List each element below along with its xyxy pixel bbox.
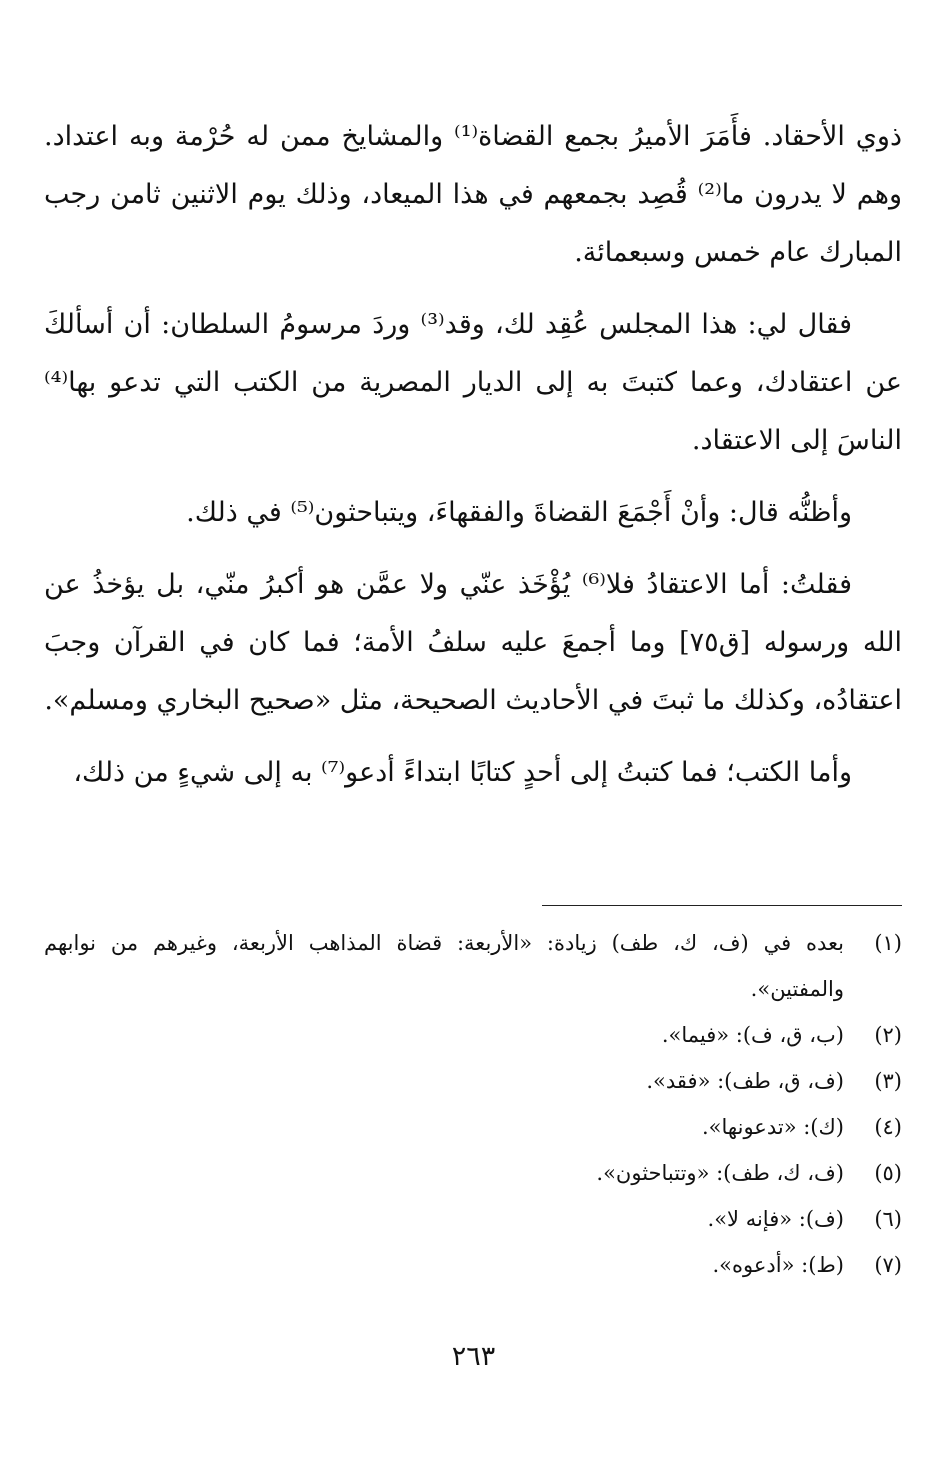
page-number: ٢٦٣ <box>451 1341 496 1372</box>
footnote-text: (ط): «أدعوه». <box>712 1253 844 1277</box>
footnote-number: (٤) <box>874 1115 902 1139</box>
footnote-number: (١) <box>874 931 902 955</box>
footnote-2 <box>44 1012 902 1058</box>
main-text-body <box>44 108 902 816</box>
paragraph-1: ذوي الأحقاد. فأَمَرَ الأميرُ بجمع القضاة⁽¹⁾ والمشايخ ممن له حُرْمة وبه اعتداد. وهم لا يدرون ما⁽²⁾ قُصِد بجمعهم في هذا الميعاد، وذلك يوم الاثنين ثامن رجب المبارك عام خمس وسبعمائة. <box>44 121 902 268</box>
footnote-number: (٥) <box>874 1161 902 1185</box>
paragraph-4: فقلتُ: أما الاعتقادُ فلا⁽⁶⁾ يُؤْخَذ عنّي ولا عمَّن هو أكبرُ منّي، بل يؤخذُ عن الله ورسوله [ق٧٥] وما أجمعَ عليه سلفُ الأمة؛ فما كان في القرآن وجبَ اعتقادُه، وكذلك ما ثبتَ في الأحاديث الصحيحة، مثل «صحيح البخاري ومسلم». <box>44 569 903 716</box>
footnote-text: (ب، ق، ف): «فيما». <box>661 1023 844 1047</box>
footnote-separator <box>542 905 902 906</box>
footnote-text: بعده في (ف، ك، طف) زيادة: «الأربعة: قضاة المذاهب الأربعة، وغيرهم من نوابهم والمفتين». <box>44 931 844 1001</box>
footnote-5 <box>44 1150 902 1196</box>
footnote-text: (ف): «فإنه لا». <box>707 1207 844 1231</box>
footnote-4 <box>44 1104 902 1150</box>
footnote-3 <box>44 1058 902 1104</box>
footnote-number: (٦) <box>874 1207 902 1231</box>
paragraph-3: وأظنُّه قال: وأنْ أَجْمَعَ القضاةَ والفقهاءَ، ويتباحثون⁽⁵⁾ في ذلك. <box>186 497 852 528</box>
footnote-text: (ف، ك، طف): «وتتباحثون». <box>596 1161 844 1185</box>
footnote-number: (٣) <box>874 1069 902 1093</box>
footnote-text: (ك): «تدعونها». <box>702 1115 844 1139</box>
footnotes-section <box>44 920 902 1288</box>
footnote-number: (٢) <box>874 1023 902 1047</box>
footnote-text: (ف، ق، طف): «فقد». <box>646 1069 844 1093</box>
paragraph-2: فقال لي: هذا المجلس عُقِد لك، وقد⁽³⁾ وردَ مرسومُ السلطان: أن أسألكَ عن اعتقادك، وعما كتبتَ به إلى الديار المصرية من الكتب التي تدعو بها⁽⁴⁾ الناسَ إلى الاعتقاد. <box>44 309 902 456</box>
footnote-7 <box>44 1242 902 1288</box>
footnote-number: (٧) <box>874 1253 902 1277</box>
paragraph-5: وأما الكتب؛ فما كتبتُ إلى أحدٍ كتابًا ابتداءً أدعو⁽⁷⁾ به إلى شيءٍ من ذلك، <box>73 757 852 788</box>
footnote-1 <box>44 920 902 1012</box>
footnote-6 <box>44 1196 902 1242</box>
